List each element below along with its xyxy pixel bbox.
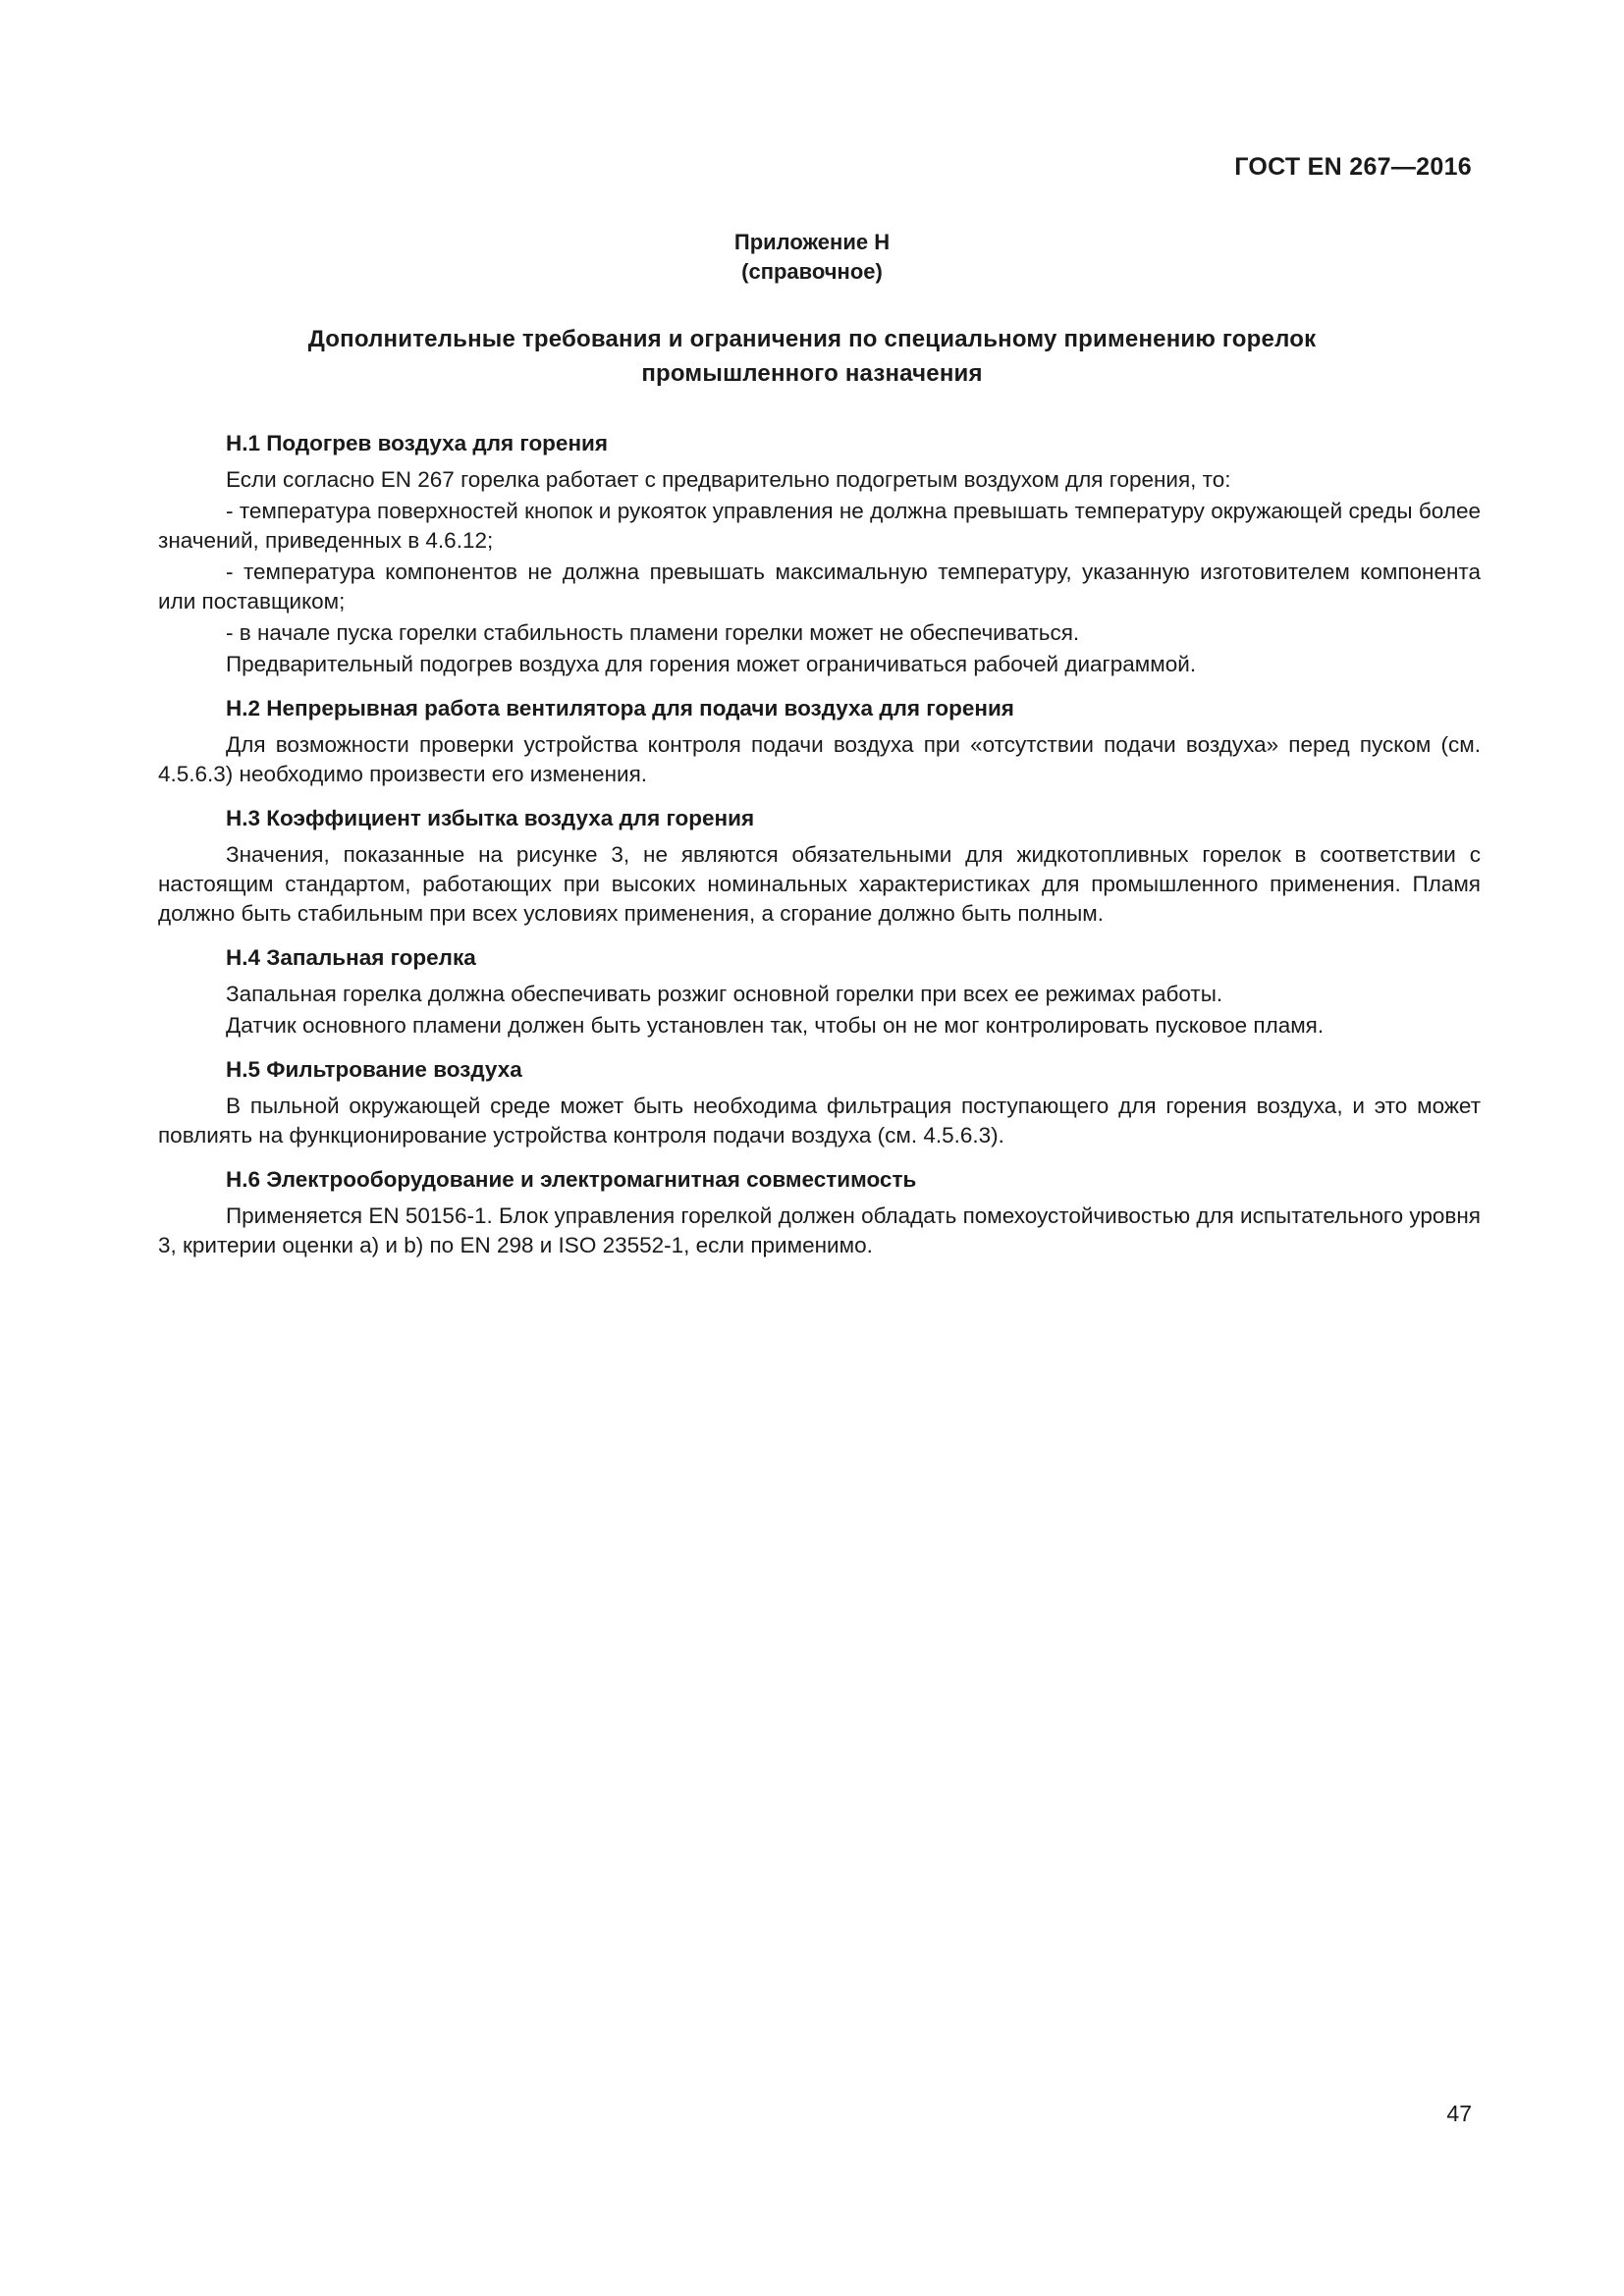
paragraph: Предварительный подогрев воздуха для горения может ограничиваться рабочей диаграммой. [226, 652, 1197, 676]
document-title-line-2: промышленного назначения [641, 360, 983, 387]
paragraph: Значения, показанные на рисунке 3, не являются обязательными для жидкотопливных горелок в соответствии с настоящим стандартом, работающих при высоких номинальных характеристиках для промышленного применения. Пламя должно быть стабильным при всех условиях применения, а сгорание должно быть полным. [158, 842, 1481, 926]
section-h2 [158, 693, 1481, 789]
page-number: 47 [1446, 2101, 1472, 2126]
paragraph: Если согласно EN 267 горелка работает с предварительно подогретым воздухом для горения, то: [226, 467, 1231, 492]
list-item: - температура поверхностей кнопок и рукояток управления не должна превышать температуру окружающей среды более значений, приведенных в 4.6.12; [158, 499, 1481, 553]
paragraph: Запальная горелка должна обеспечивать розжиг основной горелки при всех ее режимах работы. [226, 982, 1223, 1006]
appendix-label: Приложение Н [733, 230, 891, 254]
document-title-line-1: Дополнительные требования и ограничения по специальному применению горелок [307, 326, 1317, 352]
section-heading: Н.1 Подогрев воздуха для горения [226, 431, 608, 455]
section-h5 [158, 1054, 1481, 1150]
paragraph: Для возможности проверки устройства контроля подачи воздуха при «отсутствии подачи воздуха» перед пуском (см. 4.5.6.3) необходимо произвести его изменения. [158, 732, 1481, 786]
document-title [196, 322, 1428, 391]
section-h6 [158, 1164, 1481, 1260]
list-item: - в начале пуска горелки стабильность пламени горелки может не обеспечиваться. [226, 620, 1080, 645]
section-heading: Н.2 Непрерывная работа вентилятора для подачи воздуха для горения [226, 696, 1014, 721]
appendix-type: (справочное) [741, 259, 883, 284]
section-heading: Н.6 Электрооборудование и электромагнитная совместимость [226, 1167, 917, 1192]
document-body [158, 428, 1481, 1274]
appendix-heading [0, 228, 1624, 287]
list-item: - температура компонентов не должна превышать максимальную температуру, указанную изготовителем компонента или поставщиком; [158, 560, 1481, 614]
section-h3 [158, 803, 1481, 929]
section-h4 [158, 942, 1481, 1041]
section-h1 [158, 428, 1481, 679]
document-code: ГОСТ EN 267—2016 [1234, 153, 1472, 181]
section-heading: Н.4 Запальная горелка [226, 945, 476, 970]
paragraph: Применяется EN 50156-1. Блок управления горелкой должен обладать помехоустойчивостью для испытательного уровня 3, критерии оценки a) и b) по EN 298 и ISO 23552-1, если применимо. [158, 1203, 1481, 1257]
section-heading: Н.3 Коэффициент избытка воздуха для горения [226, 806, 755, 830]
section-heading: Н.5 Фильтрование воздуха [226, 1057, 522, 1082]
paragraph: В пыльной окружающей среде может быть необходима фильтрация поступающего для горения воздуха, и это может повлиять на функционирование устройства контроля подачи воздуха (см. 4.5.6.3). [158, 1094, 1481, 1148]
paragraph: Датчик основного пламени должен быть установлен так, чтобы он не мог контролировать пусковое пламя. [226, 1013, 1325, 1038]
